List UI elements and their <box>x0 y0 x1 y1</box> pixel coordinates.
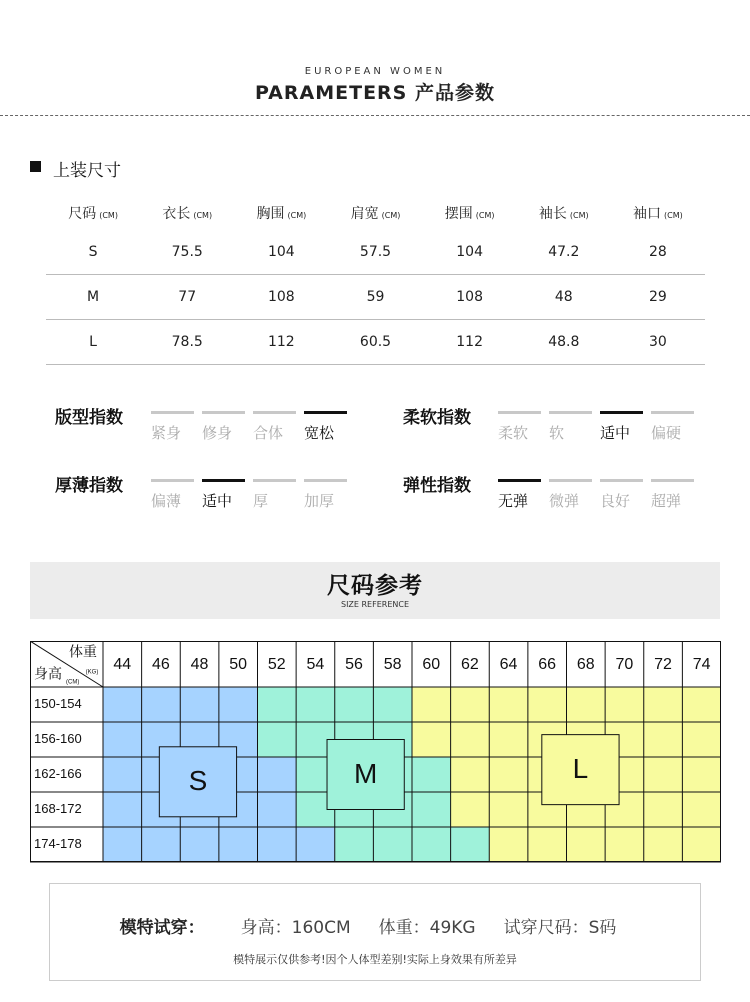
grid-cell-S <box>180 827 219 862</box>
index-bar <box>549 411 592 414</box>
table-cell: 59 <box>328 275 422 320</box>
table-row <box>46 230 705 275</box>
index-bar <box>304 479 347 482</box>
grid-cell-M <box>412 792 451 827</box>
index-option-label: 无弹 <box>498 492 529 510</box>
index-option <box>151 411 194 443</box>
header-divider <box>0 115 750 116</box>
grid-cell-M <box>451 827 490 862</box>
grid-cell-S <box>103 687 142 722</box>
model-height: 身高：160CM <box>240 918 351 938</box>
size-table <box>46 196 705 365</box>
table-cell: 104 <box>234 230 328 275</box>
height-label: 168-172 <box>34 800 82 816</box>
weight-axis-label: 体重 <box>69 643 97 660</box>
weight-header: 66 <box>538 656 557 674</box>
table-cell: L <box>46 320 140 365</box>
index-option-label: 修身 <box>202 424 233 442</box>
index-option-label: 偏薄 <box>151 492 182 510</box>
weight-header: 60 <box>422 656 441 674</box>
grid-cell-L <box>567 687 606 722</box>
table-cell: 48 <box>517 275 611 320</box>
grid-cell-L <box>682 687 721 722</box>
grid-cell-M <box>412 757 451 792</box>
weight-header: 70 <box>615 656 634 674</box>
grid-cell-S <box>258 757 297 792</box>
grid-cell-L <box>605 827 644 862</box>
index-option <box>600 411 643 443</box>
grid-cell-L <box>605 687 644 722</box>
table-row <box>46 275 705 320</box>
thickness-index-title: 厚薄指数 <box>55 476 123 496</box>
grid-cell-L <box>682 722 721 757</box>
table-cell: 28 <box>611 230 705 275</box>
elasticity-index-title: 弹性指数 <box>403 476 471 496</box>
index-option <box>202 479 245 511</box>
grid-cell-L <box>644 687 683 722</box>
index-option-label: 合体 <box>253 424 284 442</box>
height-label: 174-178 <box>34 835 82 851</box>
model-weight: 体重：49KG <box>378 918 476 938</box>
index-option <box>498 411 541 443</box>
weight-unit-label: (KG) <box>85 669 99 676</box>
grid-cell-L <box>644 722 683 757</box>
col-header: 袖口 (CM) <box>633 206 683 222</box>
grid-cell-M <box>412 827 451 862</box>
height-label: 162-166 <box>34 765 82 781</box>
index-option <box>151 479 194 511</box>
weight-header: 58 <box>383 656 402 674</box>
table-cell: 78.5 <box>140 320 234 365</box>
size-table-header <box>46 196 705 230</box>
header-subtitle: EUROPEAN WOMEN <box>304 66 446 77</box>
grid-cell-M <box>373 687 412 722</box>
weight-header: 56 <box>345 656 363 674</box>
index-option <box>498 479 541 511</box>
softness-index-title: 柔软指数 <box>403 408 471 428</box>
index-option <box>304 479 347 511</box>
index-bar <box>202 411 245 414</box>
index-option <box>600 479 643 511</box>
grid-cell-L <box>489 687 528 722</box>
index-bar <box>498 411 541 414</box>
table-cell: 104 <box>423 230 517 275</box>
col-header: 肩宽 (CM) <box>350 206 401 222</box>
table-cell: M <box>46 275 140 320</box>
grid-cell-S <box>103 757 142 792</box>
index-option-label: 适中 <box>202 492 233 510</box>
table-cell: 77 <box>140 275 234 320</box>
index-option <box>253 479 296 511</box>
grid-cell-L <box>489 757 528 792</box>
grid-cell-M <box>258 687 297 722</box>
index-bar <box>651 411 694 414</box>
table-cell: 60.5 <box>328 320 422 365</box>
grid-cell-S <box>142 687 181 722</box>
weight-header: 72 <box>654 656 672 674</box>
table-cell: 47.2 <box>517 230 611 275</box>
weight-header: 62 <box>461 656 479 674</box>
grid-cell-L <box>489 792 528 827</box>
grid-cell-M <box>335 687 374 722</box>
table-cell: S <box>46 230 140 275</box>
size-region-label: S <box>188 765 208 797</box>
index-option <box>651 411 694 443</box>
grid-cell-L <box>644 792 683 827</box>
index-option-label: 柔软 <box>498 424 529 442</box>
index-option <box>651 479 694 511</box>
index-option-label: 良好 <box>600 492 631 510</box>
model-info <box>0 913 750 938</box>
grid-cell-M <box>296 687 335 722</box>
grid-cell-L <box>489 827 528 862</box>
model-label: 模特试穿： <box>119 918 205 938</box>
weight-header: 44 <box>113 656 132 674</box>
grid-cell-S <box>296 827 335 862</box>
reference-title: 尺码参考 <box>327 573 423 599</box>
index-option <box>304 411 347 443</box>
table-cell: 30 <box>611 320 705 365</box>
index-bar-selected <box>600 411 643 414</box>
grid-cell-L <box>682 792 721 827</box>
index-option-label: 超弹 <box>651 492 682 510</box>
col-header: 尺码 (CM) <box>68 206 118 222</box>
index-option <box>202 411 245 443</box>
grid-cell-L <box>528 687 567 722</box>
fit-index-title: 版型指数 <box>55 408 123 428</box>
index-option-label: 适中 <box>600 424 631 442</box>
index-option-label: 微弹 <box>549 492 580 510</box>
index-option-label: 紧身 <box>151 424 182 442</box>
col-header: 摆围 (CM) <box>444 206 495 222</box>
grid-cell-L <box>451 722 490 757</box>
index-option <box>549 411 592 443</box>
grid-cell-S <box>219 687 258 722</box>
index-bar <box>151 411 194 414</box>
grid-cell-L <box>412 722 451 757</box>
weight-header: 68 <box>576 656 595 674</box>
weight-header: 52 <box>267 656 286 674</box>
grid-cell-S <box>103 827 142 862</box>
height-axis-label: 身高 <box>34 665 62 682</box>
index-option-label: 加厚 <box>304 492 335 510</box>
grid-cell-S <box>180 687 219 722</box>
index-bar <box>549 479 592 482</box>
size-reference-grid <box>30 641 721 863</box>
index-option-label: 厚 <box>253 492 269 510</box>
grid-cell-S <box>103 792 142 827</box>
index-bar <box>651 479 694 482</box>
index-option-label: 软 <box>549 424 565 442</box>
index-bar <box>151 479 194 482</box>
section-bullet-icon <box>30 161 41 172</box>
reference-subtitle: SIZE REFERENCE <box>340 600 410 609</box>
weight-header: 54 <box>306 656 325 674</box>
grid-cell-S <box>258 792 297 827</box>
col-header: 衣长 (CM) <box>162 206 213 222</box>
height-label: 156-160 <box>34 730 82 746</box>
grid-cell-L <box>528 827 567 862</box>
table-cell: 112 <box>234 320 328 365</box>
table-cell: 29 <box>611 275 705 320</box>
grid-cell-L <box>682 757 721 792</box>
grid-cell-S <box>142 827 181 862</box>
weight-header: 50 <box>229 656 248 674</box>
grid-cell-L <box>567 827 606 862</box>
weight-header: 46 <box>152 656 170 674</box>
weight-header: 64 <box>499 656 518 674</box>
grid-cell-L <box>682 827 721 862</box>
col-header: 胸围 (CM) <box>256 206 307 222</box>
table-cell: 57.5 <box>328 230 422 275</box>
grid-cell-L <box>412 687 451 722</box>
grid-cell-S <box>103 722 142 757</box>
grid-cell-M <box>258 722 297 757</box>
grid-cell-M <box>373 827 412 862</box>
grid-cell-M <box>335 827 374 862</box>
table-cell: 75.5 <box>140 230 234 275</box>
index-bar-selected <box>304 411 347 414</box>
index-option <box>253 411 296 443</box>
grid-cell-L <box>451 757 490 792</box>
size-region-label: L <box>572 753 589 785</box>
table-row <box>46 320 705 365</box>
table-cell: 108 <box>423 275 517 320</box>
index-bar <box>600 479 643 482</box>
weight-header: 74 <box>692 656 711 674</box>
grid-cell-L <box>644 827 683 862</box>
header-title: PARAMETERS 产品参数 <box>255 82 495 104</box>
grid-cell-L <box>451 687 490 722</box>
table-cell: 112 <box>423 320 517 365</box>
grid-cell-L <box>451 792 490 827</box>
table-cell: 108 <box>234 275 328 320</box>
grid-cell-S <box>219 827 258 862</box>
index-bar-selected <box>202 479 245 482</box>
height-unit-label: (CM) <box>66 679 80 686</box>
index-option-label: 偏硬 <box>651 424 682 442</box>
grid-cell-L <box>489 722 528 757</box>
weight-header: 48 <box>190 656 209 674</box>
model-note: 模特展示仅供参考!因个人体型差别!实际上身效果有所差异 <box>233 953 517 966</box>
index-bar <box>253 479 296 482</box>
index-bar-selected <box>498 479 541 482</box>
model-size: 试穿尺码：S码 <box>503 918 617 938</box>
grid-cell-L <box>644 757 683 792</box>
size-region-label: M <box>353 757 378 789</box>
index-option <box>549 479 592 511</box>
height-label: 150-154 <box>34 695 82 711</box>
grid-cell-S <box>258 827 297 862</box>
index-option-label: 宽松 <box>304 424 335 442</box>
index-bar <box>253 411 296 414</box>
table-cell: 48.8 <box>517 320 611 365</box>
col-header: 袖长 (CM) <box>538 206 589 222</box>
section-title: 上装尺寸 <box>53 161 121 181</box>
